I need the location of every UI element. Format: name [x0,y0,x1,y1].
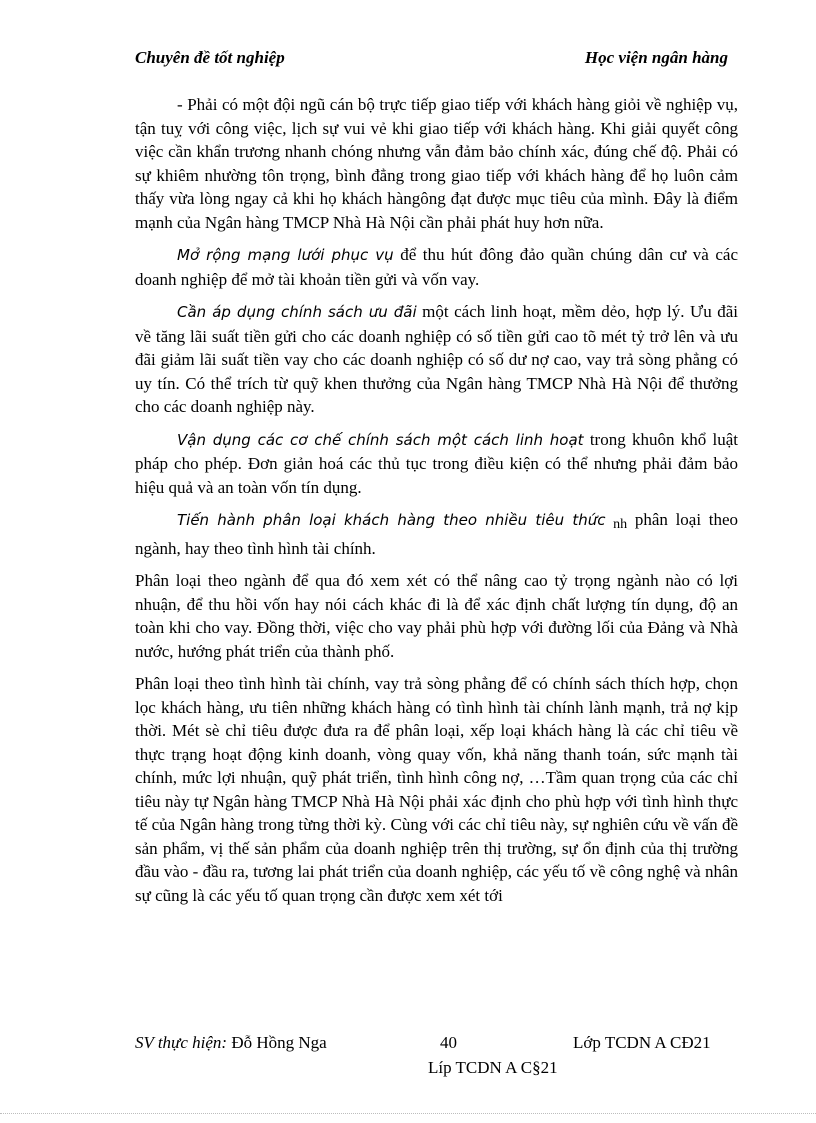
paragraph-by-sector: Phân loại theo ngành để qua đó xem xét có thể nâng cao tỷ trọng ngành nào có lợi nhuận, để thu hồi vốn hay nói cách khác đi là để xác định chất lượng tín dụng, độ an toàn khi cho vay. Đồng thời, việc cho vay phải phù hợp với đường lối của Đảng và Nhà nước, hướng phát triển của thành phố. [135,571,738,661]
paragraph-network [135,243,738,291]
footer-author-label: SV thực hiện: [135,1033,228,1052]
paragraph-mechanisms-text: trong khuôn khổ luật pháp cho phép. Đơn giản hoá các thủ tục trong điều kiện có thể nhưng phải đảm bảo hiệu quả và an toàn vốn tín dụng. [135,429,738,497]
paragraph-by-finance: Phân loại theo tình hình tài chính, vay trả sòng phẳng để có chính sách thích hợp, chọn lọc khách hàng, ưu tiên những khách hàng có tình hình tài chính lành mạnh, trả nợ kịp thời. Mét sè chỉ tiêu được đưa ra để phân loại, xếp loại khách hàng là các chỉ tiêu về thực trạng hoạt động kinh doanh, vòng quay vốn, khả năng thanh toán, sức mạnh tài chính, mức lợi nhuận, quỹ phát triển, tình hình công nợ, …Tầm quan trọng của các chỉ tiêu này tự Ngân hàng TMCP Nhà Hà Nội phải xác định cho phù hợp với tình hình thực tế của Ngân hàng trong từng thời kỳ. Cùng với các chỉ tiêu này, sự nghiên cứu về vấn đề sản phẩm, vị thế sản phẩm của doanh nghiệp trên thị trường, sự ổn định của thị trường đầu vào - đầu ra, tương lai phát triển của doanh nghiệp, các yếu tố về công nghệ và nhân sự cũng là các yếu tố quan trọng cần được xem xét tới [135,674,738,905]
paragraph-mechanisms-lead: Vận dụng các cơ chế chính sách một cách linh hoạt [177,430,584,449]
paragraph-incentives-lead: Cần áp dụng chính sách ưu đãi [177,303,417,321]
page-header [135,48,728,72]
page-number: 40 [440,1033,457,1052]
paragraph-staff: - Phải có một đội ngũ cán bộ trực tiếp giao tiếp với khách hàng giỏi về nghiệp vụ, tận tuỵ với công việc, lịch sự vui vẻ khi giao tiếp với khách hàng. Khi giải quyết công việc cần khẩn trương nhanh chóng nhưng vẫn đảm bảo chính xác, đúng chế độ. Phải có sự khiêm nhường tôn trọng, bình đẳng trong giao tiếp với khách hàng để họ luôn cảm thấy vừa lòng ngay cả khi họ khách hàngông đạt được mục tiêu của mình. Đây là điểm mạnh của Ngân hàng TMCP Nhà Hà Nội cần phải phát huy hơn nữa. [135,95,738,232]
paragraph-network-lead: Mở rộng mạng lưới phục vụ [177,246,394,264]
paragraph-classification-text: phân loại theo ngành, hay theo tình hình tài chính. [135,510,739,558]
body-text [135,93,738,916]
paragraph-classification-lead: Tiến hành phân loại khách hàng theo nhiều tiêu thức [177,511,606,529]
footer-class-duplicate: Líp TCDN A C§21 [428,1058,558,1077]
footer-author-name: Đỗ Hồng Nga [227,1033,327,1052]
paragraph-mechanisms [135,428,738,500]
header-thesis-title: Chuyên đề tốt nghiệp [135,48,285,67]
paragraph-incentives-text: một cách linh hoạt, mềm dẻo, hợp lý. Ưu đãi về tăng lãi suất tiền gửi cho các doanh nghiệp có số tiền gửi cao tõ mét tỷ trở lên và ưu đãi giảm lãi suất tiền vay cho các doanh nghiệp có số dư nợ cao, vay trả sòng phẳng có uy tín. Có thể trích từ quỹ khen thưởng của Ngân hàng TMCP Nhà Hà Nội để thưởng cho các doanh nghiệp này. [135,302,738,416]
footer-author [135,1033,327,1053]
paragraph-network-text: để thu hút đông đảo quần chúng dân cư và các doanh nghiệp để mở tài khoản tiền gửi và vốn vay. [135,245,738,289]
paragraph-incentives [135,300,738,419]
page-bottom-divider [0,1113,816,1114]
paragraph-classification [135,508,738,560]
paragraph-classification-fragment: nh [613,517,628,532]
header-institution: Học viện ngân hàng [584,48,728,67]
footer-class: Lớp TCDN A CĐ21 [573,1033,711,1052]
